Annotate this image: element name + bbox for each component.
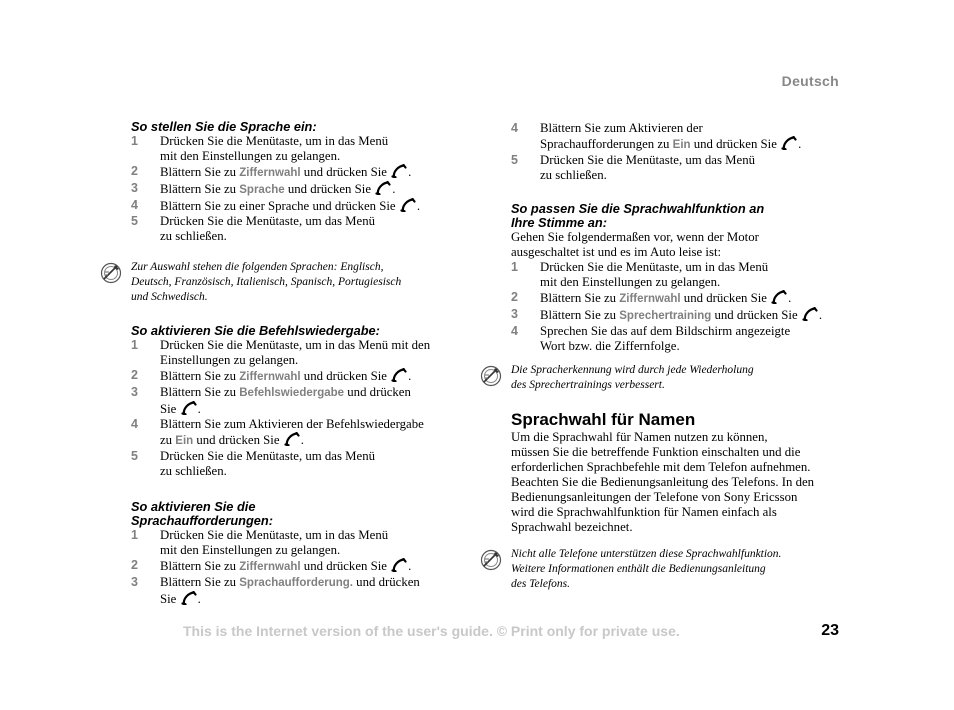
step-number: 4 [511,324,518,338]
steps-voice-prompts-continued [511,121,846,183]
menu-keyword: Ziffernwahl [239,167,301,179]
body-line: erforderlichen Sprachbefehle mit dem Telefon aufnehmen. [511,460,811,474]
step-text: . [197,402,201,416]
call-key-icon [391,164,407,178]
heading-line: Ihre Stimme an: [511,215,608,230]
step-text: und drücken Sie [690,137,781,151]
step-text: und drücken Sie [680,291,771,305]
left-column [131,120,461,607]
step-text: mit den Einstellungen zu gelangen. [160,543,341,557]
step-text: Blättern Sie zu einer Sprache und drücken Sie [160,199,399,213]
section-title-voice-dialling: Sprachwahl für Namen [511,410,696,429]
section-heading-command-playback: So aktivieren Sie die Befehlswiedergabe: [131,323,380,338]
call-key-icon [771,290,787,304]
menu-keyword: Ein [175,435,194,447]
step-item [131,164,461,181]
steps-language [131,134,461,244]
step-text: Drücken Sie die Menütaste, um das Menü [160,449,376,463]
step-text: und drücken [344,385,411,399]
note-icon [100,262,122,284]
intro-paragraph [511,230,846,260]
intro-text: Gehen Sie folgendermaßen vor, wenn der Motor [511,230,759,244]
step-text: Sprechen Sie das auf dem Bildschirm angezeigte [540,324,791,338]
call-key-icon [181,591,197,605]
step-number: 1 [131,338,138,352]
step-text: . [408,369,412,383]
menu-keyword: Sprachaufforderung. [239,577,353,589]
note-icon [480,365,502,387]
menu-keyword: Ziffernwahl [239,561,301,573]
heading-line: So aktivieren Sie die [131,499,256,514]
note-languages [131,260,461,305]
step-text: Sie [160,402,180,416]
note-text: Zur Auswahl stehen die folgenden Sprachen: Englisch, [131,261,384,273]
note-voice-recognition [511,363,846,393]
step-item [131,338,461,368]
step-number: 2 [131,558,138,572]
step-text: Blättern Sie zu [160,575,240,589]
section-heading-voice-prompts [131,500,461,528]
step-number: 4 [511,121,518,135]
menu-keyword: Ein [672,139,691,151]
heading-line: Sprachaufforderungen: [131,513,273,528]
note-icon [480,549,502,571]
step-text: Drücken Sie die Menütaste, um das Menü [540,153,756,167]
step-number: 4 [131,198,138,212]
step-text: Drücken Sie die Menütaste, um in das Menü [540,260,769,274]
step-item [131,417,461,449]
body-paragraph [511,430,846,535]
note-text: Nicht alle Telefone unterstützen diese Sprachwahlfunktion. [511,548,782,560]
menu-keyword: Befehlswiedergabe [239,387,345,399]
step-item [131,134,461,164]
step-item [511,153,846,183]
step-text: . [818,308,823,322]
step-text: und drücken [352,575,420,589]
body-line: Um die Sprachwahl für Namen nutzen zu können, [511,430,768,444]
note-phone-support [511,547,846,592]
step-number: 3 [131,181,138,195]
step-text: . [197,592,201,606]
intro-text: ausgeschaltet ist und es im Auto leise ist: [511,245,722,259]
step-text: mit den Einstellungen zu gelangen. [160,149,341,163]
note-text: Die Spracherkennung wird durch jede Wiederholung [511,364,754,376]
step-text: und drücken Sie [300,369,391,383]
step-text: Blättern Sie zu [160,369,240,383]
step-text: mit den Einstellungen zu gelangen. [540,275,721,289]
step-text: zu schließen. [160,464,227,478]
call-key-icon [284,432,300,446]
step-text: Drücken Sie die Menütaste, um in das Menü [160,134,389,148]
step-text: Wort bzw. die Ziffernfolge. [540,339,680,353]
note-text: des Telefons. [511,578,570,590]
step-text: Blättern Sie zu [160,559,240,573]
note-text: Deutsch, Französisch, Italienisch, Spanisch, Portugiesisch [131,276,402,288]
step-text: und drücken Sie [300,165,391,179]
step-number: 2 [511,290,518,304]
section-heading-voice-training [511,202,846,230]
section-heading-language: So stellen Sie die Sprache ein: [131,119,317,134]
step-text: Sprachaufforderungen zu [540,137,673,151]
step-text: und drücken Sie [300,559,391,573]
step-text: . [408,559,412,573]
step-number: 5 [511,153,518,167]
menu-keyword: Ziffernwahl [619,293,681,305]
call-key-icon [781,136,797,150]
step-text: Drücken Sie die Menütaste, um in das Menü [160,528,389,542]
step-text: Einstellungen zu gelangen. [160,353,299,367]
step-item [511,307,846,324]
step-item [131,528,461,558]
heading-line: So passen Sie die Sprachwahlfunktion an [511,201,765,216]
step-item [511,260,846,290]
page-language-label: Deutsch [781,73,839,89]
page-number: 23 [821,622,839,639]
step-text: . [300,433,304,447]
step-text: Drücken Sie die Menütaste, um in das Menü mit den [160,338,431,352]
note-text: und Schwedisch. [131,291,208,303]
step-text: Drücken Sie die Menütaste, um das Menü [160,214,376,228]
step-number: 4 [131,417,138,431]
step-text: und drücken Sie [711,308,801,322]
step-number: 3 [511,307,518,321]
step-text: zu [160,433,176,447]
step-item [511,290,846,307]
step-text: Blättern Sie zu [160,165,240,179]
step-text: Blättern Sie zu [540,291,620,305]
step-number: 1 [131,134,138,148]
step-item [131,575,461,607]
step-item [131,368,461,385]
step-text: und drücken Sie [193,433,283,447]
step-number: 1 [131,528,138,542]
call-key-icon [391,558,407,572]
step-text: . [788,291,792,305]
step-text: . [392,182,396,196]
step-text: zu schließen. [160,229,227,243]
note-text: Weitere Informationen enthält die Bedienungsanleitung [511,563,766,575]
step-text: . [798,137,802,151]
steps-command-playback [131,338,461,479]
step-number: 3 [131,575,138,589]
step-text: und drücken Sie [284,182,375,196]
step-item [131,385,461,417]
step-text: Blättern Sie zu [160,182,240,196]
call-key-icon [400,198,416,212]
body-line: Bedienungsanleitungen der Telefone von Sony Ericsson [511,490,798,504]
right-column [511,121,846,592]
body-line: wird die Sprachwahlfunktion für Namen einfach als [511,505,777,519]
step-number: 5 [131,449,138,463]
step-item [511,121,846,153]
call-key-icon [391,368,407,382]
call-key-icon [375,181,391,195]
step-number: 1 [511,260,518,274]
step-text: . [408,165,412,179]
step-item [131,214,461,244]
note-text: des Sprechertrainings verbessert. [511,379,665,391]
step-text: Blättern Sie zum Aktivieren der [540,121,703,135]
step-text: Blättern Sie zum Aktivieren der Befehlswiedergabe [160,417,424,431]
menu-keyword: Ziffernwahl [239,371,301,383]
steps-voice-training [511,260,846,354]
step-number: 3 [131,385,138,399]
step-item [511,324,846,354]
body-line: Sprachwahl bezeichnet. [511,520,633,534]
call-key-icon [802,307,818,321]
footer-disclaimer: This is the Internet version of the user's guide. © Print only for private use. [183,623,680,639]
steps-voice-prompts [131,528,461,607]
step-number: 5 [131,214,138,228]
step-text: Sie [160,592,180,606]
call-key-icon [181,401,197,415]
step-item [131,449,461,479]
step-text: zu schließen. [540,168,607,182]
step-item [131,198,461,214]
step-item [131,181,461,198]
step-item [131,558,461,575]
step-text: Blättern Sie zu [160,385,240,399]
step-number: 2 [131,164,138,178]
menu-keyword: Sprechertraining [619,310,712,322]
body-line: Beachten Sie die Bedienungsanleitung des Telefons. In den [511,475,815,489]
menu-keyword: Sprache [239,184,285,196]
step-number: 2 [131,368,138,382]
body-line: müssen Sie die betreffende Funktion einschalten und die [511,445,801,459]
step-text: Blättern Sie zu [540,308,620,322]
step-text: . [416,199,421,213]
